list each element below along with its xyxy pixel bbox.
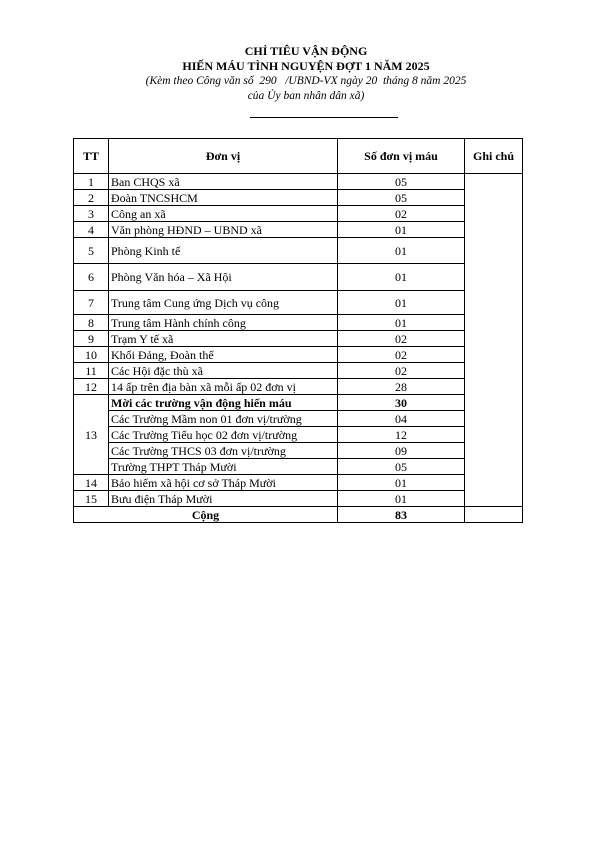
row-unit: Phòng Kinh tế: [109, 238, 338, 264]
col-header-qty: Số đơn vị máu: [338, 139, 465, 174]
row-tt: 1: [74, 174, 109, 190]
row-unit: Trạm Y tế xã: [109, 331, 338, 347]
group-heading-qty: 30: [338, 395, 465, 411]
table-row: [74, 491, 523, 507]
table-row: [74, 174, 523, 190]
table-row: [74, 264, 523, 291]
row-qty: 04: [338, 411, 465, 427]
row-tt: 11: [74, 363, 109, 379]
table-row: [74, 475, 523, 491]
title-line-1: CHỈ TIÊU VẬN ĐỘNG: [244, 44, 368, 58]
table-row: [74, 363, 523, 379]
row-qty: 01: [338, 238, 465, 264]
row-tt: 13: [74, 395, 109, 475]
row-unit: Trung tâm Hành chính công: [109, 315, 338, 331]
table-row: [74, 411, 523, 427]
row-qty: 01: [338, 475, 465, 491]
table-row: [74, 379, 523, 395]
table-row: [74, 427, 523, 443]
row-unit: Đoàn TNCSHCM: [109, 190, 338, 206]
row-qty: 02: [338, 206, 465, 222]
quota-table: [73, 138, 523, 523]
row-tt: 4: [74, 222, 109, 238]
col-header-tt: TT: [74, 139, 109, 174]
row-tt: 14: [74, 475, 109, 491]
table-row: [74, 238, 523, 264]
row-qty: 05: [338, 459, 465, 475]
row-unit: Bưu điện Tháp Mười: [109, 491, 338, 507]
row-qty: 02: [338, 363, 465, 379]
table-row: [74, 190, 523, 206]
row-qty: 01: [338, 222, 465, 238]
total-value: 83: [338, 507, 465, 523]
col-header-unit: Đơn vị: [109, 139, 338, 174]
row-unit: Các Hội đặc thù xã: [109, 363, 338, 379]
table-row: [74, 395, 523, 411]
row-qty: 28: [338, 379, 465, 395]
row-tt: 15: [74, 491, 109, 507]
row-qty: 02: [338, 347, 465, 363]
note-cell: [465, 174, 523, 507]
table-row: [74, 206, 523, 222]
table-row: [74, 315, 523, 331]
header-underline: [250, 117, 398, 118]
table-row: [74, 222, 523, 238]
row-unit: 14 ấp trên địa bàn xã mỗi ấp 02 đơn vị: [109, 379, 338, 395]
col-header-note: Ghi chú: [465, 139, 523, 174]
row-qty: 09: [338, 443, 465, 459]
table-row: [74, 347, 523, 363]
subtitle-line-2: của Ủy ban nhân dân xã): [247, 90, 365, 102]
table-header-row: [74, 139, 523, 174]
row-unit: Trường THPT Tháp Mười: [109, 459, 338, 475]
row-unit: Trung tâm Cung ứng Dịch vụ công: [109, 291, 338, 315]
row-unit: Các Trường THCS 03 đơn vị/trường: [109, 443, 338, 459]
row-qty: 02: [338, 331, 465, 347]
row-unit: Phòng Văn hóa – Xã Hội: [109, 264, 338, 291]
table-row: [74, 443, 523, 459]
row-unit: Bảo hiểm xã hội cơ sở Tháp Mười: [109, 475, 338, 491]
row-tt: 12: [74, 379, 109, 395]
row-qty: 05: [338, 174, 465, 190]
row-tt: 6: [74, 264, 109, 291]
row-unit: Các Trường Mầm non 01 đơn vị/trường: [109, 411, 338, 427]
total-row: [74, 507, 523, 523]
table-row: [74, 459, 523, 475]
row-tt: 5: [74, 238, 109, 264]
row-unit: Khối Đảng, Đoàn thể: [109, 347, 338, 363]
row-qty: 01: [338, 264, 465, 291]
row-unit: Văn phòng HĐND – UBND xã: [109, 222, 338, 238]
row-unit: Ban CHQS xã: [109, 174, 338, 190]
row-qty: 12: [338, 427, 465, 443]
subtitle-line-1: (Kèm theo Công văn số 290 /UBND-VX ngày 20 tháng 8 năm 2025: [145, 75, 467, 87]
row-qty: 01: [338, 491, 465, 507]
row-qty: 01: [338, 291, 465, 315]
row-tt: 10: [74, 347, 109, 363]
document-header: [0, 44, 596, 104]
row-tt: 8: [74, 315, 109, 331]
row-unit: Các Trường Tiểu học 02 đơn vị/trường: [109, 427, 338, 443]
row-qty: 01: [338, 315, 465, 331]
row-tt: 2: [74, 190, 109, 206]
row-qty: 05: [338, 190, 465, 206]
row-tt: 9: [74, 331, 109, 347]
row-tt: 3: [74, 206, 109, 222]
row-unit: Công an xã: [109, 206, 338, 222]
group-heading: Mời các trường vận động hiến máu: [109, 395, 338, 411]
total-label: Cộng: [74, 507, 338, 523]
row-tt: 7: [74, 291, 109, 315]
title-line-2: HIẾN MÁU TÌNH NGUYỆN ĐỢT 1 NĂM 2025: [182, 59, 430, 73]
total-note: [465, 507, 523, 523]
table-row: [74, 331, 523, 347]
table-row: [74, 291, 523, 315]
